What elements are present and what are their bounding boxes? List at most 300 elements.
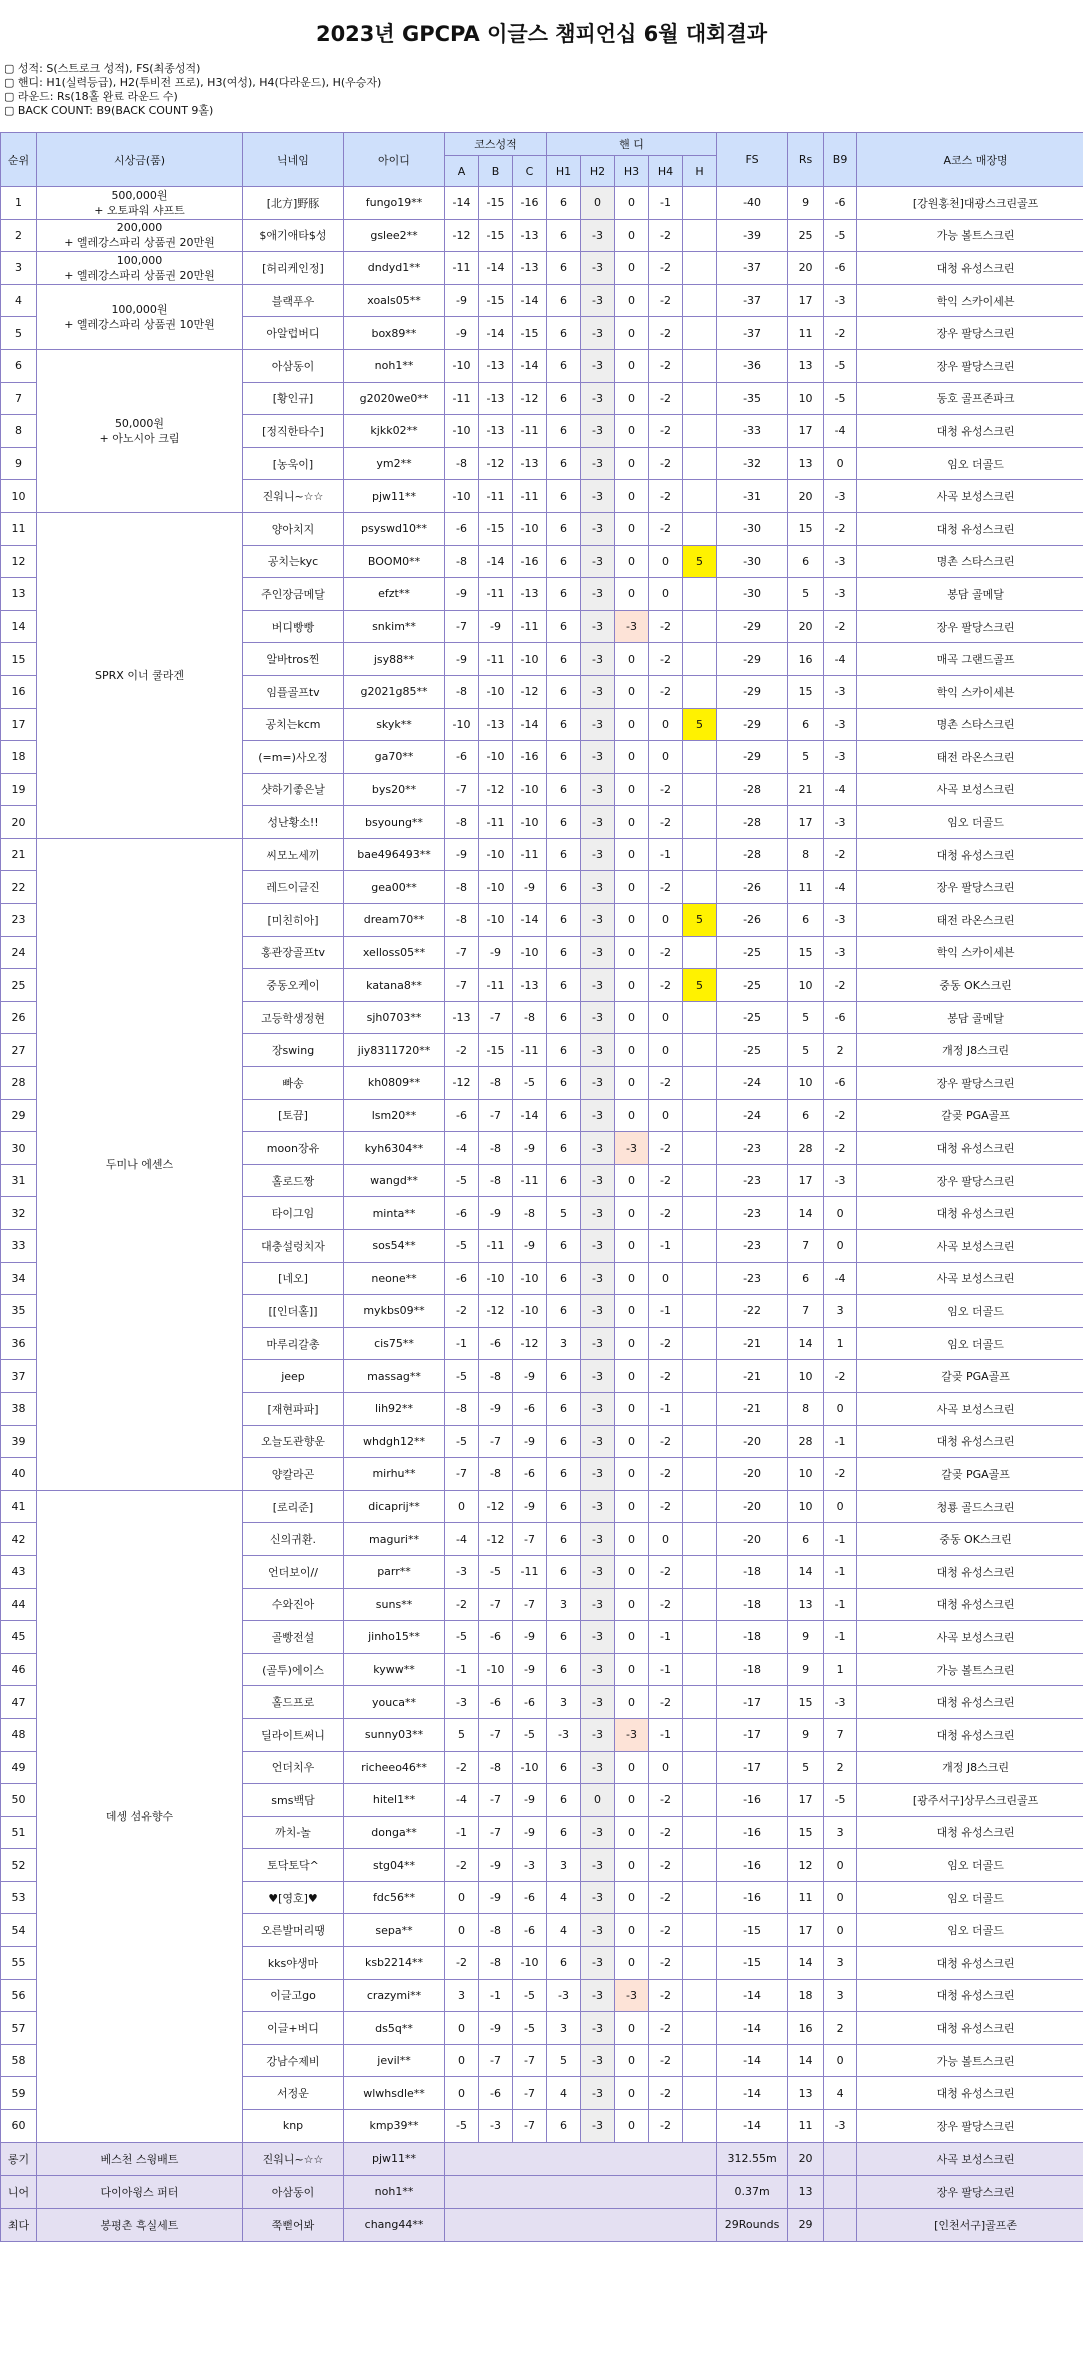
- venue-cell: 가능 볼트스크린: [857, 219, 1083, 252]
- rank-cell: 51: [1, 1816, 37, 1849]
- rs-cell: 13: [788, 2077, 824, 2110]
- score-b-cell: -13: [479, 349, 513, 382]
- h3-cell: 0: [615, 1816, 649, 1849]
- id-cell: katana8**: [344, 969, 445, 1002]
- h1-cell: 6: [547, 219, 581, 252]
- id-cell: youca**: [344, 1686, 445, 1719]
- rank-cell: 12: [1, 545, 37, 578]
- fs-cell: -23: [717, 1164, 788, 1197]
- h-cell: [683, 773, 717, 806]
- h-cell: [683, 610, 717, 643]
- score-c-cell: -10: [513, 773, 547, 806]
- rs-cell: 18: [788, 1979, 824, 2012]
- table-body: [1, 187, 1083, 2242]
- rs-cell: 5: [788, 578, 824, 611]
- score-a-cell: -6: [445, 1262, 479, 1295]
- score-a-cell: -10: [445, 415, 479, 448]
- rank-cell: 44: [1, 1588, 37, 1621]
- h2-cell: -3: [581, 382, 615, 415]
- venue-cell: 임오 더골드: [857, 1881, 1083, 1914]
- venue-cell: 봉담 골메달: [857, 578, 1083, 611]
- id-cell: lih92**: [344, 1392, 445, 1425]
- score-b-cell: -10: [479, 741, 513, 774]
- nickname-cell: 마루리갈총: [243, 1327, 344, 1360]
- h4-cell: -2: [649, 1686, 683, 1719]
- fs-cell: -23: [717, 1230, 788, 1263]
- h3-cell: 0: [615, 936, 649, 969]
- score-a-cell: -6: [445, 1197, 479, 1230]
- b9-cell: -3: [824, 545, 857, 578]
- score-c-cell: -13: [513, 969, 547, 1002]
- nickname-cell: [미친히아]: [243, 904, 344, 937]
- score-b-cell: -6: [479, 1621, 513, 1654]
- score-a-cell: 0: [445, 1914, 479, 1947]
- nickname-cell: moon장유: [243, 1132, 344, 1165]
- nickname-cell: (골투)에이스: [243, 1653, 344, 1686]
- h-cell: [683, 252, 717, 285]
- score-c-cell: -6: [513, 1881, 547, 1914]
- h3-cell: 0: [615, 252, 649, 285]
- h2-cell: -3: [581, 1327, 615, 1360]
- score-a-cell: -1: [445, 1653, 479, 1686]
- b9-cell: -4: [824, 415, 857, 448]
- score-a-cell: -9: [445, 284, 479, 317]
- h3-cell: 0: [615, 512, 649, 545]
- award-value-cell: 29Rounds: [717, 2208, 788, 2241]
- h-cell: 5: [683, 545, 717, 578]
- fs-cell: -31: [717, 480, 788, 513]
- score-c-cell: -6: [513, 1392, 547, 1425]
- fs-cell: -24: [717, 1067, 788, 1100]
- fs-cell: -14: [717, 2077, 788, 2110]
- b9-cell: -5: [824, 349, 857, 382]
- score-c-cell: -8: [513, 1001, 547, 1034]
- h2-cell: -3: [581, 1425, 615, 1458]
- rank-cell: 19: [1, 773, 37, 806]
- h4-cell: -2: [649, 2110, 683, 2143]
- score-c-cell: -9: [513, 1230, 547, 1263]
- score-c-cell: -11: [513, 838, 547, 871]
- h2-cell: -3: [581, 1621, 615, 1654]
- id-cell: bsyoung**: [344, 806, 445, 839]
- score-a-cell: -9: [445, 317, 479, 350]
- fs-cell: -17: [717, 1718, 788, 1751]
- score-a-cell: -1: [445, 1327, 479, 1360]
- fs-cell: -33: [717, 415, 788, 448]
- rs-cell: 20: [788, 610, 824, 643]
- venue-cell: 장우 팔당스크린: [857, 1164, 1083, 1197]
- h3-cell: 0: [615, 1653, 649, 1686]
- nickname-cell: 빠송: [243, 1067, 344, 1100]
- prize-cell: [37, 219, 243, 252]
- rank-cell: 25: [1, 969, 37, 1002]
- score-c-cell: -16: [513, 741, 547, 774]
- score-b-cell: -9: [479, 1849, 513, 1882]
- nickname-cell: $애기애타$성: [243, 219, 344, 252]
- fs-cell: -29: [717, 675, 788, 708]
- col-nickname: 닉네임: [243, 133, 344, 187]
- h1-cell: 6: [547, 1001, 581, 1034]
- id-cell: whdgh12**: [344, 1425, 445, 1458]
- rank-cell: 35: [1, 1295, 37, 1328]
- prize-line: 데셍 섬유향수: [105, 1809, 174, 1823]
- fs-cell: -24: [717, 1099, 788, 1132]
- h1-cell: 6: [547, 382, 581, 415]
- nickname-cell: 토닥토닥^: [243, 1849, 344, 1882]
- score-c-cell: -9: [513, 1360, 547, 1393]
- fs-cell: -16: [717, 1881, 788, 1914]
- venue-cell: 대청 유성스크린: [857, 415, 1083, 448]
- b9-cell: -1: [824, 1621, 857, 1654]
- b9-cell: -3: [824, 806, 857, 839]
- h2-cell: -3: [581, 284, 615, 317]
- prize-cell: [37, 1490, 243, 2142]
- nickname-cell: 양아치지: [243, 512, 344, 545]
- rs-cell: 6: [788, 1523, 824, 1556]
- b9-cell: 0: [824, 1230, 857, 1263]
- nickname-cell: knp: [243, 2110, 344, 2143]
- h-cell: 5: [683, 708, 717, 741]
- nickname-cell: 공치는kcm: [243, 708, 344, 741]
- h3-cell: 0: [615, 1784, 649, 1817]
- award-nickname-cell: 아삼동이: [243, 2175, 344, 2208]
- h4-cell: -2: [649, 936, 683, 969]
- score-b-cell: -7: [479, 2044, 513, 2077]
- score-b-cell: -9: [479, 1197, 513, 1230]
- venue-cell: 태전 라온스크린: [857, 904, 1083, 937]
- rs-cell: 8: [788, 1392, 824, 1425]
- h1-cell: 6: [547, 1751, 581, 1784]
- award-row: [1, 2175, 1083, 2208]
- score-a-cell: 0: [445, 2044, 479, 2077]
- score-c-cell: -11: [513, 610, 547, 643]
- rs-cell: 6: [788, 1262, 824, 1295]
- h1-cell: 4: [547, 1914, 581, 1947]
- h-cell: 5: [683, 969, 717, 1002]
- h3-cell: 0: [615, 1881, 649, 1914]
- h1-cell: 6: [547, 578, 581, 611]
- rank-cell: 2: [1, 219, 37, 252]
- score-a-cell: -4: [445, 1132, 479, 1165]
- h3-cell: 0: [615, 480, 649, 513]
- h-cell: [683, 578, 717, 611]
- rs-cell: 10: [788, 1360, 824, 1393]
- score-a-cell: 0: [445, 1490, 479, 1523]
- h-cell: [683, 1164, 717, 1197]
- score-a-cell: -11: [445, 382, 479, 415]
- rank-cell: 8: [1, 415, 37, 448]
- h3-cell: 0: [615, 1230, 649, 1263]
- score-b-cell: -6: [479, 1686, 513, 1719]
- table-row: [1, 284, 1083, 317]
- score-b-cell: -7: [479, 1099, 513, 1132]
- h2-cell: -3: [581, 1164, 615, 1197]
- h1-cell: 6: [547, 643, 581, 676]
- h3-cell: 0: [615, 871, 649, 904]
- id-cell: hitel1**: [344, 1784, 445, 1817]
- score-b-cell: -9: [479, 2012, 513, 2045]
- fs-cell: -40: [717, 187, 788, 220]
- prize-line: SPRX 이너 쿨라겐: [95, 668, 184, 682]
- h-cell: [683, 1751, 717, 1784]
- h1-cell: 6: [547, 871, 581, 904]
- score-b-cell: -13: [479, 382, 513, 415]
- award-row: [1, 2142, 1083, 2175]
- table-row: [1, 1490, 1083, 1523]
- award-empty-cell: [445, 2175, 717, 2208]
- award-b9-cell: [824, 2175, 857, 2208]
- score-a-cell: -2: [445, 1849, 479, 1882]
- h2-cell: -3: [581, 838, 615, 871]
- id-cell: xelloss05**: [344, 936, 445, 969]
- h3-cell: 0: [615, 1197, 649, 1230]
- fs-cell: -22: [717, 1295, 788, 1328]
- venue-cell: 임오 더골드: [857, 806, 1083, 839]
- rank-cell: 58: [1, 2044, 37, 2077]
- h2-cell: -3: [581, 904, 615, 937]
- venue-cell: 대청 유성스크린: [857, 1947, 1083, 1980]
- rank-cell: 10: [1, 480, 37, 513]
- score-c-cell: -12: [513, 382, 547, 415]
- note-line: ▢ 라운드: Rs(18홀 완료 라운드 수): [4, 90, 178, 103]
- id-cell: gea00**: [344, 871, 445, 904]
- h4-cell: -2: [649, 1979, 683, 2012]
- nickname-cell: 강남수제비: [243, 2044, 344, 2077]
- fs-cell: -25: [717, 969, 788, 1002]
- rank-cell: 9: [1, 447, 37, 480]
- h1-cell: 6: [547, 415, 581, 448]
- score-c-cell: -11: [513, 1034, 547, 1067]
- h3-cell: 0: [615, 1555, 649, 1588]
- fs-cell: -28: [717, 773, 788, 806]
- b9-cell: -4: [824, 773, 857, 806]
- nickname-cell: 골빵전설: [243, 1621, 344, 1654]
- rs-cell: 11: [788, 317, 824, 350]
- nickname-cell: 언더치우: [243, 1751, 344, 1784]
- h-cell: [683, 2110, 717, 2143]
- venue-cell: 사곡 보성스크린: [857, 773, 1083, 806]
- score-c-cell: -14: [513, 284, 547, 317]
- prize-line: 50,000원: [114, 416, 165, 430]
- b9-cell: -3: [824, 1164, 857, 1197]
- score-b-cell: -10: [479, 904, 513, 937]
- h2-cell: -3: [581, 1588, 615, 1621]
- score-c-cell: -13: [513, 252, 547, 285]
- h-cell: [683, 1914, 717, 1947]
- fs-cell: -26: [717, 904, 788, 937]
- h3-cell: 0: [615, 675, 649, 708]
- h1-cell: 5: [547, 1197, 581, 1230]
- h-cell: [683, 2044, 717, 2077]
- h1-cell: 6: [547, 447, 581, 480]
- id-cell: gslee2**: [344, 219, 445, 252]
- h2-cell: -3: [581, 675, 615, 708]
- venue-cell: 사곡 보성스크린: [857, 1392, 1083, 1425]
- fs-cell: -14: [717, 2044, 788, 2077]
- score-c-cell: -13: [513, 219, 547, 252]
- score-b-cell: -12: [479, 773, 513, 806]
- score-b-cell: -11: [479, 578, 513, 611]
- id-cell: xoals05**: [344, 284, 445, 317]
- h4-cell: -2: [649, 415, 683, 448]
- b9-cell: 3: [824, 1947, 857, 1980]
- id-cell: cis75**: [344, 1327, 445, 1360]
- score-c-cell: -10: [513, 1751, 547, 1784]
- id-cell: jevil**: [344, 2044, 445, 2077]
- h4-cell: -2: [649, 252, 683, 285]
- h4-cell: 0: [649, 1262, 683, 1295]
- rank-cell: 37: [1, 1360, 37, 1393]
- rank-cell: 52: [1, 1849, 37, 1882]
- rs-cell: 6: [788, 904, 824, 937]
- id-cell: kyww**: [344, 1653, 445, 1686]
- rs-cell: 10: [788, 1067, 824, 1100]
- b9-cell: -4: [824, 1262, 857, 1295]
- score-b-cell: -8: [479, 1751, 513, 1784]
- score-a-cell: -12: [445, 219, 479, 252]
- rs-cell: 5: [788, 741, 824, 774]
- score-a-cell: -7: [445, 1458, 479, 1491]
- h4-cell: -2: [649, 512, 683, 545]
- award-empty-cell: [445, 2142, 717, 2175]
- h4-cell: -2: [649, 871, 683, 904]
- nickname-cell: 수와진아: [243, 1588, 344, 1621]
- h4-cell: -1: [649, 1718, 683, 1751]
- rank-cell: 54: [1, 1914, 37, 1947]
- id-cell: ksb2214**: [344, 1947, 445, 1980]
- score-b-cell: -11: [479, 806, 513, 839]
- h2-cell: -3: [581, 1947, 615, 1980]
- venue-cell: 사곡 보성스크린: [857, 1230, 1083, 1263]
- h-cell: [683, 1718, 717, 1751]
- h4-cell: -2: [649, 1849, 683, 1882]
- rs-cell: 9: [788, 1653, 824, 1686]
- h1-cell: 3: [547, 2012, 581, 2045]
- h-cell: [683, 871, 717, 904]
- id-cell: dndyd1**: [344, 252, 445, 285]
- h3-cell: 0: [615, 1751, 649, 1784]
- venue-cell: 동호 골프존파크: [857, 382, 1083, 415]
- prize-line: + 엘레강스파리 상품권 20만원: [64, 236, 215, 250]
- score-c-cell: -9: [513, 1653, 547, 1686]
- score-b-cell: -12: [479, 447, 513, 480]
- score-b-cell: -6: [479, 1327, 513, 1360]
- h2-cell: -3: [581, 1653, 615, 1686]
- id-cell: jsy88**: [344, 643, 445, 676]
- fs-cell: -21: [717, 1327, 788, 1360]
- h1-cell: 6: [547, 806, 581, 839]
- b9-cell: -3: [824, 675, 857, 708]
- score-c-cell: -5: [513, 1067, 547, 1100]
- score-a-cell: -10: [445, 708, 479, 741]
- fs-cell: -18: [717, 1653, 788, 1686]
- nickname-cell: 버디빵빵: [243, 610, 344, 643]
- score-b-cell: -1: [479, 1979, 513, 2012]
- score-b-cell: -7: [479, 1425, 513, 1458]
- venue-cell: 개정 J8스크린: [857, 1034, 1083, 1067]
- b9-cell: -4: [824, 643, 857, 676]
- nickname-cell: [재현파파]: [243, 1392, 344, 1425]
- h1-cell: 6: [547, 936, 581, 969]
- rank-cell: 26: [1, 1001, 37, 1034]
- h4-cell: -2: [649, 1588, 683, 1621]
- fs-cell: -18: [717, 1621, 788, 1654]
- fs-cell: -28: [717, 838, 788, 871]
- h3-cell: 0: [615, 1164, 649, 1197]
- score-b-cell: -7: [479, 1784, 513, 1817]
- score-b-cell: -15: [479, 187, 513, 220]
- score-a-cell: -14: [445, 187, 479, 220]
- h2-cell: -3: [581, 610, 615, 643]
- b9-cell: -3: [824, 2110, 857, 2143]
- legend-notes: [0, 40, 1083, 132]
- fs-cell: -29: [717, 643, 788, 676]
- h-cell: [683, 187, 717, 220]
- venue-cell: 대청 유성스크린: [857, 1816, 1083, 1849]
- b9-cell: 2: [824, 1751, 857, 1784]
- rs-cell: 5: [788, 1034, 824, 1067]
- nickname-cell: 딜라이트써니: [243, 1718, 344, 1751]
- rank-cell: 24: [1, 936, 37, 969]
- h1-cell: 3: [547, 1686, 581, 1719]
- id-cell: jinho15**: [344, 1621, 445, 1654]
- nickname-cell: 공치는kyc: [243, 545, 344, 578]
- h2-cell: 0: [581, 1784, 615, 1817]
- h2-cell: -3: [581, 1034, 615, 1067]
- h-cell: [683, 1816, 717, 1849]
- nickname-cell: sms백담: [243, 1784, 344, 1817]
- h4-cell: 0: [649, 578, 683, 611]
- score-c-cell: -12: [513, 1327, 547, 1360]
- id-cell: maguri**: [344, 1523, 445, 1556]
- h1-cell: 6: [547, 1262, 581, 1295]
- venue-cell: 대청 유성스크린: [857, 1555, 1083, 1588]
- h4-cell: -2: [649, 480, 683, 513]
- venue-cell: 임오 더골드: [857, 1914, 1083, 1947]
- h2-cell: -3: [581, 578, 615, 611]
- h3-cell: 0: [615, 643, 649, 676]
- score-c-cell: -10: [513, 806, 547, 839]
- h3-cell: -3: [615, 1979, 649, 2012]
- h-cell: [683, 936, 717, 969]
- score-a-cell: -2: [445, 1588, 479, 1621]
- h4-cell: -1: [649, 1621, 683, 1654]
- score-a-cell: -5: [445, 1621, 479, 1654]
- h-cell: [683, 1230, 717, 1263]
- rank-cell: 32: [1, 1197, 37, 1230]
- nickname-cell: [정직한타수]: [243, 415, 344, 448]
- venue-cell: 대청 유성스크린: [857, 1425, 1083, 1458]
- venue-cell: 대청 유성스크린: [857, 1686, 1083, 1719]
- h2-cell: -3: [581, 871, 615, 904]
- rank-cell: 18: [1, 741, 37, 774]
- b9-cell: 7: [824, 1718, 857, 1751]
- h1-cell: 6: [547, 838, 581, 871]
- id-cell: snkim**: [344, 610, 445, 643]
- h3-cell: 0: [615, 1914, 649, 1947]
- h3-cell: 0: [615, 1523, 649, 1556]
- h-cell: [683, 1881, 717, 1914]
- score-c-cell: -11: [513, 1555, 547, 1588]
- venue-cell: [광주서구]상무스크린골프: [857, 1784, 1083, 1817]
- b9-cell: 0: [824, 1197, 857, 1230]
- h3-cell: 0: [615, 1295, 649, 1328]
- score-c-cell: -14: [513, 708, 547, 741]
- id-cell: crazymi**: [344, 1979, 445, 2012]
- venue-cell: 대청 유성스크린: [857, 512, 1083, 545]
- h-cell: [683, 1295, 717, 1328]
- fs-cell: -21: [717, 1392, 788, 1425]
